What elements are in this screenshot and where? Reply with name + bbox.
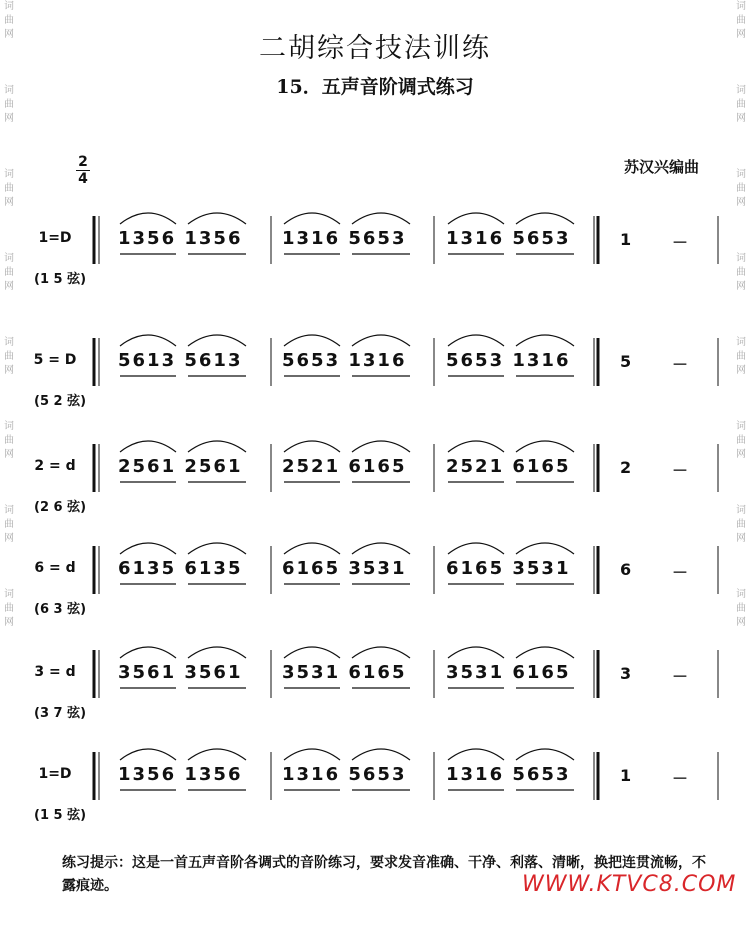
measure-notes: 2521 6165 xyxy=(282,456,407,477)
key-signature: 1=D xyxy=(38,230,72,246)
slur-arc xyxy=(516,647,574,658)
measure-notes: 2521 6165 xyxy=(446,456,571,477)
key-signature: 6 = d xyxy=(34,560,76,576)
slur-arc xyxy=(188,543,246,554)
string-indication: (3 7 弦) xyxy=(34,706,87,721)
side-watermark-right: 词曲网 词曲网 词曲网 词曲网 词曲网 词曲网 词曲网 词曲网 xyxy=(736,1,746,628)
slur-arc xyxy=(516,213,574,224)
slur-arc xyxy=(120,441,176,452)
string-indication: (2 6 弦) xyxy=(34,500,87,515)
measure-notes: 3561 3561 xyxy=(118,662,243,683)
key-signature: 1=D xyxy=(38,766,72,782)
slur-arc xyxy=(120,213,176,224)
measure-notes: 3531 6165 xyxy=(282,662,407,683)
measure-notes: 3531 6165 xyxy=(446,662,571,683)
measure-notes: 5653 1316 xyxy=(282,350,407,371)
measure-notes: 1356 1356 xyxy=(118,764,243,785)
slur-arc xyxy=(516,441,574,452)
slur-arc xyxy=(352,749,410,760)
measure-notes: 1316 5653 xyxy=(282,764,407,785)
slur-arc xyxy=(448,213,504,224)
measure-notes: 6135 6135 xyxy=(118,558,243,579)
string-indication: (6 3 弦) xyxy=(34,602,87,617)
string-indication: (1 5 弦) xyxy=(34,272,87,287)
sustain-dash: － xyxy=(672,769,689,788)
measure-notes: 2561 2561 xyxy=(118,456,243,477)
key-signature: 5 = D xyxy=(33,352,77,368)
slur-arc xyxy=(284,647,340,658)
slur-arc xyxy=(516,543,574,554)
slur-arc xyxy=(120,335,176,346)
slur-arc xyxy=(120,749,176,760)
slur-arc xyxy=(284,749,340,760)
side-watermark-left: 词曲网 词曲网 词曲网 词曲网 词曲网 词曲网 词曲网 词曲网 xyxy=(4,1,14,628)
slur-arc xyxy=(352,213,410,224)
ending-note: 3 xyxy=(620,664,632,683)
measure-notes: 1316 5653 xyxy=(446,764,571,785)
ending-note: 2 xyxy=(620,458,632,477)
slur-arc xyxy=(188,647,246,658)
slur-arc xyxy=(352,647,410,658)
time-signature-top: 2 xyxy=(78,154,88,170)
slur-arc xyxy=(448,543,504,554)
slur-arc xyxy=(188,749,246,760)
slur-arc xyxy=(448,749,504,760)
slur-arc xyxy=(352,543,410,554)
measure-notes: 6165 3531 xyxy=(446,558,571,579)
ending-note: 1 xyxy=(620,766,632,785)
slur-arc xyxy=(516,335,574,346)
sustain-dash: － xyxy=(672,233,689,252)
slur-arc xyxy=(516,749,574,760)
ending-note: 5 xyxy=(620,352,632,371)
string-indication: (1 5 弦) xyxy=(34,808,87,823)
slur-arc xyxy=(188,335,246,346)
slur-arc xyxy=(188,441,246,452)
measure-notes: 1316 5653 xyxy=(282,228,407,249)
page-subtitle: 15．五声音阶调式练习 xyxy=(276,76,474,98)
slur-arc xyxy=(188,213,246,224)
ending-note: 1 xyxy=(620,230,632,249)
key-signature: 3 = d xyxy=(34,664,76,680)
site-watermark: WWW.KTVC8.COM xyxy=(522,872,737,897)
measure-notes: 5613 5613 xyxy=(118,350,243,371)
measure-notes: 1316 5653 xyxy=(446,228,571,249)
slur-arc xyxy=(352,441,410,452)
slur-arc xyxy=(284,543,340,554)
key-signature: 2 = d xyxy=(34,458,76,474)
sustain-dash: － xyxy=(672,461,689,480)
slur-arc xyxy=(448,647,504,658)
string-indication: (5 2 弦) xyxy=(34,394,87,409)
slur-arc xyxy=(448,441,504,452)
measure-notes: 1356 1356 xyxy=(118,228,243,249)
time-signature-bottom: 4 xyxy=(78,171,88,187)
sustain-dash: － xyxy=(672,667,689,686)
slur-arc xyxy=(120,647,176,658)
slur-arc xyxy=(352,335,410,346)
sustain-dash: － xyxy=(672,563,689,582)
page-title: 二胡综合技法训练 xyxy=(259,33,491,64)
slur-arc xyxy=(120,543,176,554)
measure-notes: 5653 1316 xyxy=(446,350,571,371)
practice-tip-label: 练习提示： xyxy=(62,855,132,871)
practice-tip-text: 这是一首五声音阶各调式的音阶练习，要求发音准确、干净、利落、清晰，换把连贯流畅，不露痕迹。 xyxy=(62,855,706,894)
slur-arc xyxy=(284,441,340,452)
slur-arc xyxy=(284,335,340,346)
slur-arc xyxy=(284,213,340,224)
sustain-dash: － xyxy=(672,355,689,374)
arranger-credit: 苏汉兴编曲 xyxy=(624,158,700,176)
measure-notes: 6165 3531 xyxy=(282,558,407,579)
ending-note: 6 xyxy=(620,560,632,579)
slur-arc xyxy=(448,335,504,346)
